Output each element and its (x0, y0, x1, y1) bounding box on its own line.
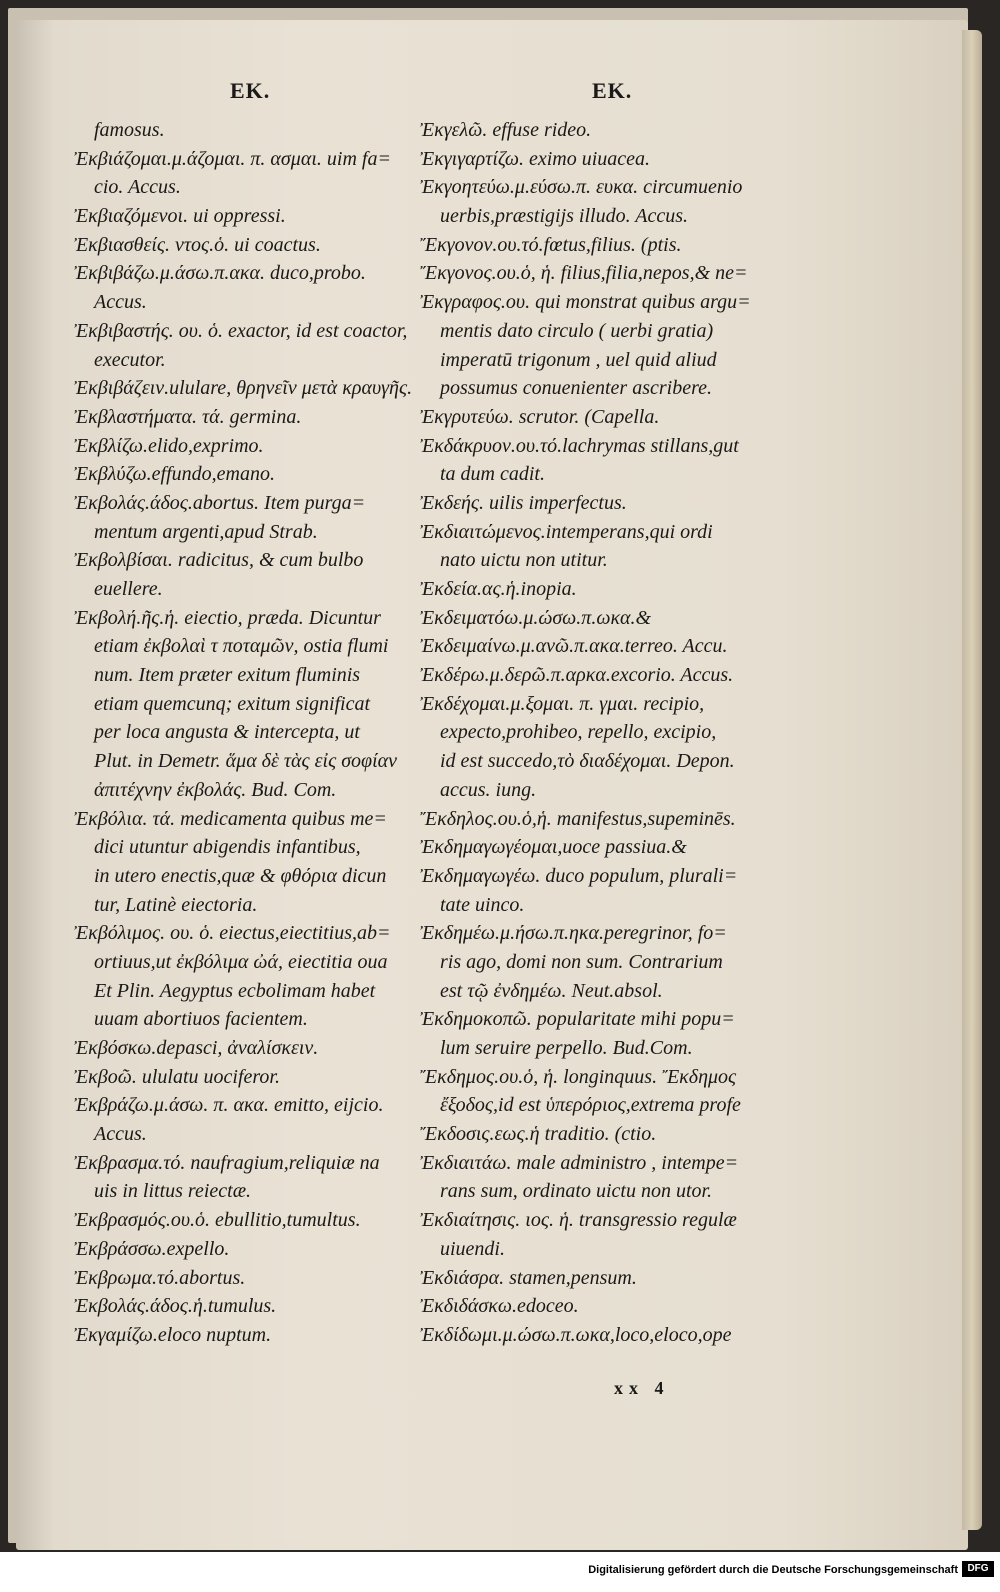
dictionary-line: Accus. (94, 1123, 147, 1146)
footer-bar (0, 1552, 1000, 1592)
funding-credit: Digitalisierung gefördert durch die Deutsche Forschungsgemeinschaft (588, 1564, 958, 1576)
dictionary-line: Accus. (94, 291, 147, 314)
dictionary-line: per loca angusta & intercepta, ut (94, 721, 360, 744)
signature-mark: xx 4 (614, 1378, 670, 1398)
running-head-left: EK. (230, 78, 271, 103)
dictionary-line: Ἐκγοητεύω.μ.εύσω.π. ευκα. circumuenio (420, 176, 743, 199)
dictionary-line: accus. iung. (440, 778, 537, 801)
dictionary-line: expecto,prohibeo, repello, excipio, (440, 721, 717, 744)
dictionary-line: tur, Latinè eiectoria. (94, 893, 258, 916)
dictionary-line: Ἐκδέχομαι.μ.ξομαι. π. γμαι. recipio, (420, 692, 705, 715)
dictionary-line: Ἐκδημέω.μ.ήσω.π.ηκα.peregrinor, fo= (420, 922, 727, 945)
dictionary-line: tate uinco. (440, 893, 525, 916)
book-scan (8, 8, 968, 1543)
dictionary-line: in utero enectis,quæ & φθόρια dicun (94, 864, 387, 887)
dictionary-line: mentum argenti,apud Strab. (94, 520, 318, 543)
dictionary-line: Ἐκδειμαίνω.μ.ανῶ.π.ακα.terreo. Accu. (420, 635, 728, 658)
dictionary-line: uiuendi. (440, 1237, 505, 1260)
dictionary-line: Ἔκδημος.ου.ὁ, ἡ. longinquus. Ἔκδημος (420, 1065, 737, 1088)
dictionary-line: mentis dato circulo ( uerbi gratia) (440, 319, 714, 342)
dictionary-line: id est succedo,τὸ διαδέχομαι. Depon. (440, 750, 735, 773)
dictionary-line: Ἐκδιαιτώμενος.intemperans,qui ordi (420, 520, 713, 543)
dictionary-line: Ἐκδεία.ας.ἡ.inopia. (420, 578, 577, 600)
left-column (74, 116, 414, 1350)
dictionary-line: Ἐκδιαιτάω. male administro , intempe= (420, 1151, 739, 1174)
dictionary-line: Ἔκδηλος.ου.ὁ,ἡ. manifestus,supeminēs. (420, 807, 736, 830)
dictionary-line: Ἐκγαμίζω.eloco nuptum. (74, 1323, 272, 1346)
dictionary-line: Plut. in Demetr. ἅμα δὲ τὰς εἰς σοφίαν (94, 750, 398, 773)
dictionary-line: Ἔκγονον.ου.τό.fœtus,filius. (ptis. (420, 233, 682, 256)
dictionary-line: ἔξοδος,id est ὑπερόριος,extrema profe (440, 1094, 741, 1117)
dictionary-line: Ἐκβόσκω.depasci, ἀναλίσκειν. (74, 1037, 319, 1059)
dictionary-line: Ἐκδημαγωγέομαι,uoce passiua.& (420, 836, 687, 859)
dictionary-line: nato uictu non utitur. (440, 549, 608, 572)
dictionary-line: Ἐκβοῶ. ululatu uociferor. (74, 1065, 280, 1088)
dictionary-line: Ἐκβρασμα.τό. naufragium,reliquiæ na (74, 1151, 380, 1174)
dictionary-line: Ἐκγελῶ. effuse rideo. (420, 119, 592, 141)
dictionary-line: imperatū trigonum , uel quid aliud (440, 348, 717, 371)
dictionary-line: etiam ἐκβολαὶ τ ποταμῶν, ostia flumi (94, 635, 389, 658)
page (16, 20, 968, 1550)
dictionary-line: possumus conuenienter ascribere. (440, 377, 712, 400)
dictionary-line: uerbis,præstigijs illudo. Accus. (440, 205, 688, 228)
dictionary-line: est τῷ ἐνδημέω. Neut.absol. (440, 979, 663, 1002)
dictionary-line: Ἐκβιβάζω.μ.άσω.π.ακα. duco,probo. (74, 262, 366, 285)
dictionary-line: euellere. (94, 578, 163, 600)
dictionary-line: Ἐκβολάς.άδος.ἡ.tumulus. (74, 1295, 277, 1318)
dictionary-line: Ἐκβλίζω.elido,exprimo. (74, 434, 264, 457)
page-fore-edge (962, 30, 982, 1530)
dictionary-line: ἀπιτέχνην ἐκβολάς. Bud. Com. (94, 778, 337, 801)
dictionary-line: Ἐκβιαζόμενοι. ui oppressi. (74, 205, 286, 228)
dictionary-line: Ἐκδιδάσκω.edoceo. (420, 1295, 579, 1318)
dictionary-line: ortiuus,ut ἐκβόλιμα ὠά, eiectitia oua (94, 950, 388, 973)
dictionary-line: Ἐκβολβίσαι. radicitus, & cum bulbo (74, 549, 364, 572)
dictionary-line: ta dum cadit. (440, 463, 545, 486)
dictionary-line: uis in littus reiectæ. (94, 1180, 252, 1203)
dictionary-line: Ἐκδάκρυον.ου.τό.lachrymas stillans,gut (420, 434, 739, 457)
running-head-right: EK. (592, 78, 633, 103)
dictionary-line: Ἐκβολάς.άδος.abortus. Item purga= (74, 491, 366, 514)
dictionary-line: lum seruire perpello. Bud.Com. (440, 1037, 693, 1059)
dictionary-line: rans sum, ordinato uictu non utor. (440, 1180, 713, 1203)
dictionary-line: Ἐκβλαστήματα. τά. germina. (74, 405, 302, 428)
dictionary-line: Ἐκγρυτεύω. scrutor. (Capella. (420, 405, 660, 428)
dictionary-line: Ἐκδιάσρα. stamen,pensum. (420, 1266, 637, 1289)
dictionary-line: Ἐκβρασμός.ου.ὁ. ebullitio,tumultus. (74, 1209, 361, 1232)
dictionary-line: Ἐκβιασθείς. ντος.ὁ. ui coactus. (74, 233, 321, 256)
dictionary-line: Ἐκδημαγωγέω. duco populum, plurali= (420, 864, 738, 887)
dictionary-line: Ἐκβιβαστής. ου. ὁ. exactor, id est coactor, (74, 319, 408, 342)
dictionary-line: Ἐκβλύζω.effundo,emano. (74, 463, 275, 486)
dictionary-line: Ἐκδιαίτησις. ιος. ἡ. transgressio regulæ (420, 1209, 737, 1232)
dictionary-line: Ἐκβρωμα.τό.abortus. (74, 1266, 246, 1289)
dictionary-line: Ἐκβράσσω.expello. (74, 1237, 230, 1260)
dictionary-line: Ἐκγραφος.ου. qui monstrat quibus argu= (420, 291, 751, 314)
dictionary-line: Ἐκγιγαρτίζω. eximo uiuacea. (420, 147, 651, 170)
dfg-logo: DFG (962, 1561, 994, 1577)
dictionary-line: ris ago, domi non sum. Contrarium (440, 950, 723, 973)
dictionary-line: Ἐκδέρω.μ.δερῶ.π.αρκα.excorio. Accus. (420, 664, 734, 687)
dictionary-line: Ἔκδοσις.εως.ἡ traditio. (ctio. (420, 1123, 657, 1146)
dictionary-line: dici utuntur abigendis infantibus, (94, 836, 361, 859)
dictionary-line: Ἐκβιάζομαι.μ.άζομαι. π. ασμαι. uim fa= (74, 147, 391, 170)
dictionary-line: Ἐκβολή.ῆς.ἡ. eiectio, præda. Dicuntur (74, 606, 381, 629)
dictionary-line: Et Plin. Aegyptus ecbolimam habet (94, 979, 376, 1002)
dictionary-line: Ἐκδημοκοπῶ. popularitate mihi popu= (420, 1008, 735, 1031)
dictionary-line: Ἐκβιβάζειν.ululare, θρηνεῖν μετὰ κραυγῆς. (74, 377, 413, 400)
dictionary-line: etiam quemcunq; exitum significat (94, 692, 371, 715)
dictionary-line: Ἐκβόλιμος. ου. ὁ. eiectus,eiectitius,ab= (74, 922, 391, 945)
dictionary-line: executor. (94, 348, 166, 371)
right-column (420, 116, 780, 1350)
dictionary-line: Ἐκβόλια. τά. medicamenta quibus me= (74, 807, 387, 830)
dictionary-line: Ἐκδειματόω.μ.ώσω.π.ωκα.& (420, 606, 652, 629)
dictionary-line: Ἐκδεής. uilis imperfectus. (420, 491, 627, 514)
dictionary-line: Ἔκγονος.ου.ὁ, ἡ. filius,filia,nepos,& ne= (420, 262, 748, 285)
dictionary-line: Ἐκδίδωμι.μ.ώσω.π.ωκα,loco,eloco,ope (420, 1323, 732, 1346)
dictionary-line: cio. Accus. (94, 176, 181, 199)
dictionary-line: Ἐκβράζω.μ.άσω. π. ακα. emitto, eijcio. (74, 1094, 384, 1117)
dictionary-line: uuam abortiuos facientem. (94, 1008, 308, 1031)
dictionary-line: num. Item præter exitum fluminis (94, 664, 361, 687)
dictionary-line: famosus. (94, 119, 165, 141)
